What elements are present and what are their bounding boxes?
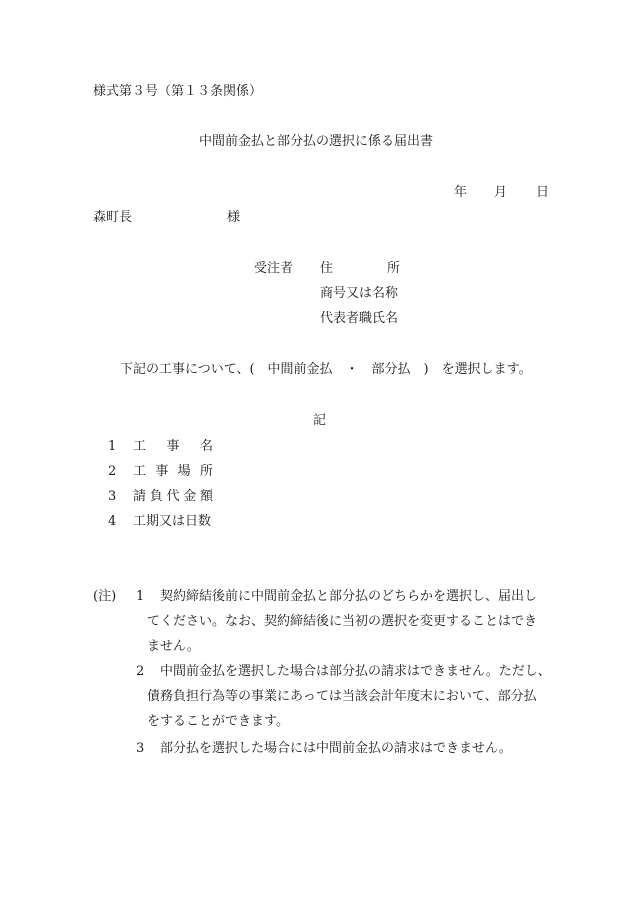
note-line: 債務負担行為等の事業にあっては当該会計年度末において、部分払 bbox=[147, 689, 537, 704]
contractor-label: 受注者 bbox=[254, 261, 294, 276]
note-line: 部分払を選択した場合には中間前金払の請求はできません。 bbox=[160, 741, 512, 756]
date-year-label: 年 bbox=[454, 185, 468, 200]
note-line: てください。なお、契約締結後に当初の選択を変更することはでき bbox=[147, 614, 538, 629]
date-month-label: 月 bbox=[494, 185, 508, 200]
address-label-char: 所 bbox=[386, 261, 400, 276]
representative-label: 代表者職氏名 bbox=[320, 311, 399, 326]
item-label: 工期又は日数 bbox=[133, 514, 212, 529]
item-label: 請 負 代 金 額 bbox=[133, 489, 213, 504]
item-number: 2 bbox=[108, 464, 117, 479]
selection-statement: 下記の工事について、( 中間前金払 ・ 部分払 ) を選択します。 bbox=[120, 362, 532, 377]
honorific: 様 bbox=[227, 210, 241, 225]
notes-heading: (注) bbox=[93, 589, 117, 604]
document-title: 中間前金払と部分払の選択に係る届出書 bbox=[199, 134, 434, 149]
item-number: 1 bbox=[108, 439, 117, 454]
form-number: 様式第３号（第１３条関係） bbox=[93, 84, 263, 99]
note-line: をすることができます。 bbox=[147, 714, 289, 729]
note-line: ません。 bbox=[147, 639, 200, 654]
item-number: 4 bbox=[108, 514, 117, 529]
company-name-label: 商号又は名称 bbox=[320, 286, 399, 301]
ki-heading: 記 bbox=[313, 413, 327, 428]
note-number: 3 bbox=[136, 741, 145, 756]
item-label: 工 事 場 所 bbox=[133, 464, 213, 479]
addressee: 森町長 bbox=[93, 210, 133, 225]
item-number: 3 bbox=[108, 489, 117, 504]
item-label: 工 事 名 bbox=[133, 439, 213, 454]
note-number: 1 bbox=[136, 589, 145, 604]
date-day-label: 日 bbox=[536, 185, 550, 200]
address-label-char: 住 bbox=[320, 261, 334, 276]
address-label bbox=[320, 262, 400, 275]
note-number: 2 bbox=[136, 664, 145, 679]
note-line: 中間前金払を選択した場合は部分払の請求はできません。ただし、 bbox=[160, 664, 551, 679]
note-line: 契約締結後前に中間前金払と部分払のどちらかを選択し、届出し bbox=[160, 589, 538, 604]
